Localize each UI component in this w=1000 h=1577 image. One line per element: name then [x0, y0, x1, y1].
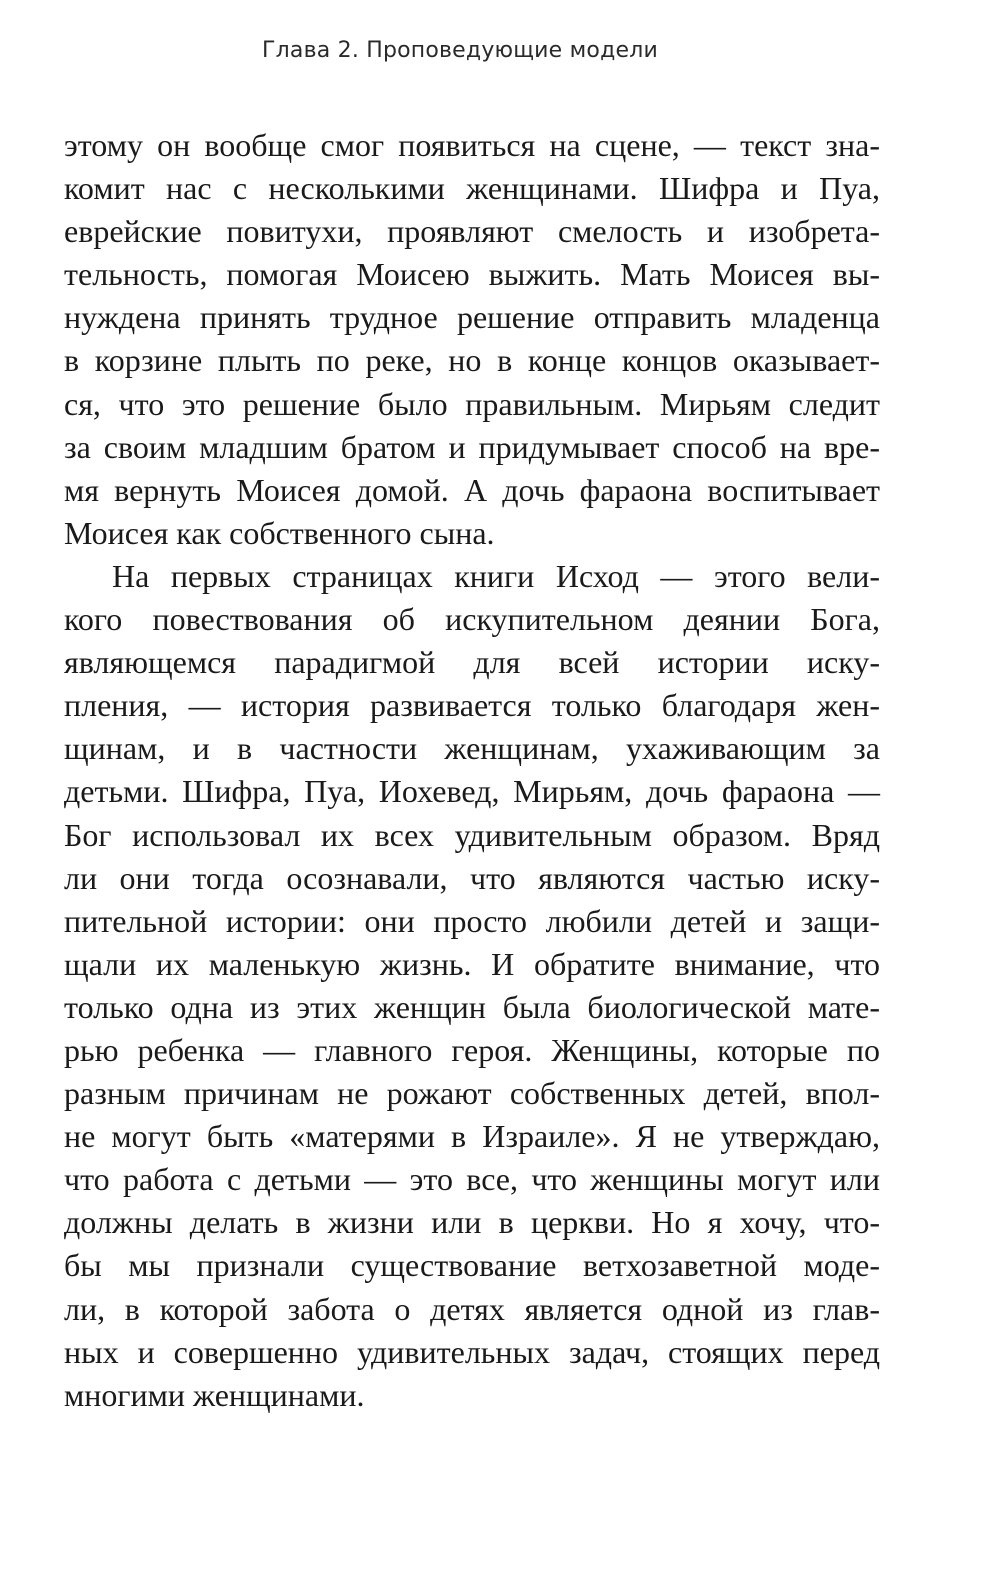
text-line: еврейские повитухи, проявляют смелость и изобрета- — [64, 213, 880, 250]
text-line: многими женщинами. — [64, 1376, 365, 1413]
text-line: кого повествования об искупительном деянии Бога, — [64, 601, 880, 638]
text-line: ся, что это решение было правильным. Мирьям следит — [64, 385, 880, 422]
text-line: что работа с детьми — это все, что женщины могут или — [64, 1161, 880, 1198]
text-line: комит нас с несколькими женщинами. Шифра и Пуа, — [64, 170, 880, 207]
text-line: должны делать в жизни или в церкви. Но я хочу, что- — [64, 1204, 880, 1241]
text-line: Бог использовал их всех удивительным образом. Вряд — [64, 816, 880, 853]
text-line: этому он вообще смог появиться на сцене, — текст зна- — [64, 127, 880, 163]
text-line: пительной истории: они просто любили детей и защи- — [64, 902, 880, 939]
text-line: нуждена принять трудное решение отправить младенца — [64, 299, 880, 336]
text-line: мя вернуть Моисея домой. А дочь фараона воспитывает — [64, 471, 880, 508]
paragraph-2 — [64, 555, 880, 1417]
text-line: являющемся парадигмой для всей истории иску- — [64, 644, 880, 681]
text-line: рью ребенка — главного героя. Женщины, которые по — [64, 1031, 880, 1068]
text-line: разным причинам не рожают собственных детей, впол- — [64, 1075, 880, 1112]
text-line: Моисея как собственного сына. — [64, 514, 495, 551]
text-line: за своим младшим братом и придумывает способ на вре- — [64, 428, 880, 465]
text-line: ных и совершенно удивительных задач, стоящих перед — [64, 1333, 880, 1370]
text-line: только одна из этих женщин была биологической мате- — [64, 988, 880, 1025]
paragraph-1 — [64, 124, 880, 555]
text-line: в корзине плыть по реке, но в конце концов оказывает- — [64, 342, 880, 379]
text-line: щинам, и в частности женщинам, ухаживающим за — [64, 730, 880, 767]
text-line: На первых страницах книги Исход — этого вели- — [112, 557, 880, 594]
text-line: щали их маленькую жизнь. И обратите внимание, что — [64, 945, 880, 982]
text-line: тельность, помогая Моисею выжить. Мать Моисея вы- — [64, 256, 880, 293]
text-line: не могут быть «матерями в Израиле». Я не утверждаю, — [64, 1118, 880, 1155]
text-line: бы мы признали существование ветхозаветной моде- — [64, 1247, 880, 1284]
body-text — [64, 124, 880, 1417]
text-line: ли, в которой забота о детях является одной из глав- — [64, 1290, 880, 1327]
running-head: Глава 2. Проповедующие модели — [262, 38, 658, 63]
text-line: детьми. Шифра, Пуа, Иохевед, Мирьям, дочь фараона — — [64, 773, 880, 810]
text-line: ли они тогда осознавали, что являются частью иску- — [64, 859, 880, 896]
text-line: пления, — история развивается только благодаря жен- — [64, 687, 880, 724]
